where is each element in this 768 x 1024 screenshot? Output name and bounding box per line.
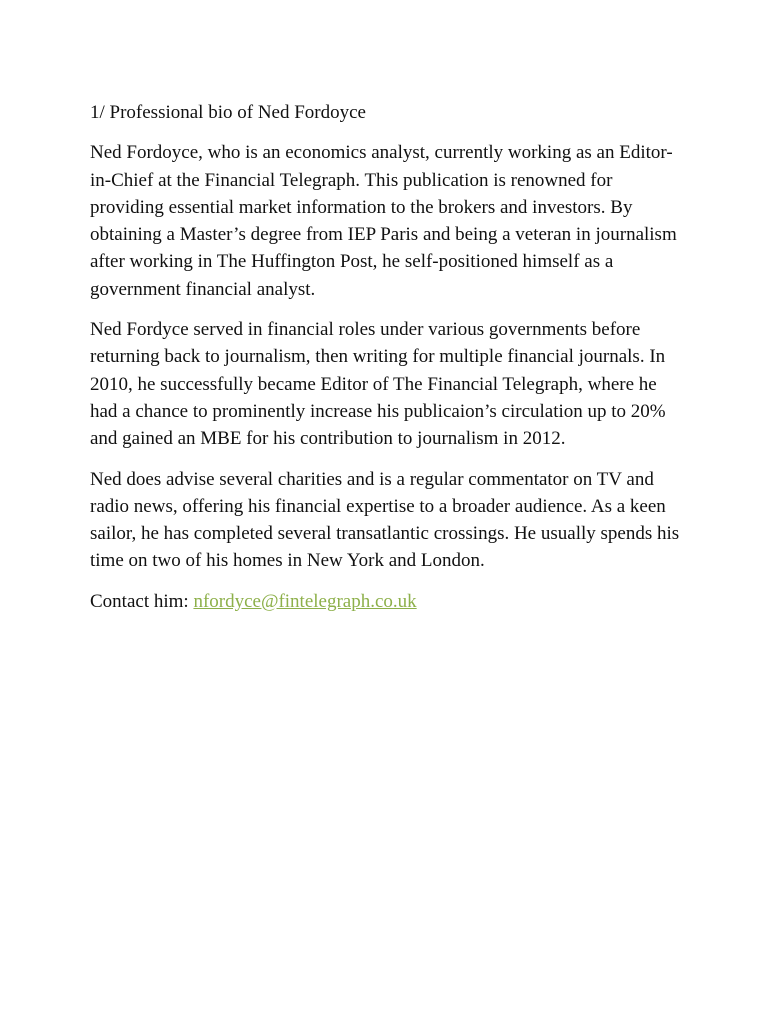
email-link[interactable]: nfordyce@fintelegraph.co.uk (193, 590, 417, 612)
bio-paragraph-2: Ned Fordyce served in financial roles under various governments before returning back to journalism, then writing for multiple financial journals. In 2010, he successfully became Editor of The Financial Telegraph, where he had a chance to prominently increase his publicaion’s circulation up to 20% and gained an MBE for his contribution to journalism in 2012. (90, 319, 666, 450)
bio-paragraph-1: Ned Fordoyce, who is an economics analyst, currently working as an Editor-in-Chief at the Financial Telegraph. This publication is renowned for providing essential market information to the brokers and investors. By obtaining a Master’s degree from IEP Paris and being a veteran in journalism after working in The Huffington Post, he self-positioned himself as a government financial analyst. (90, 142, 677, 300)
document-heading: 1/ Professional bio of Ned Fordoyce (90, 102, 366, 123)
contact-line (90, 588, 680, 615)
contact-label: Contact him: (90, 590, 194, 612)
bio-paragraph-3: Ned does advise several charities and is a regular commentator on TV and radio news, offering his financial expertise to a broader audience. As a keen sailor, he has completed several transatlantic crossings. He usually spends his time on two of his homes in New York and London. (90, 468, 680, 572)
